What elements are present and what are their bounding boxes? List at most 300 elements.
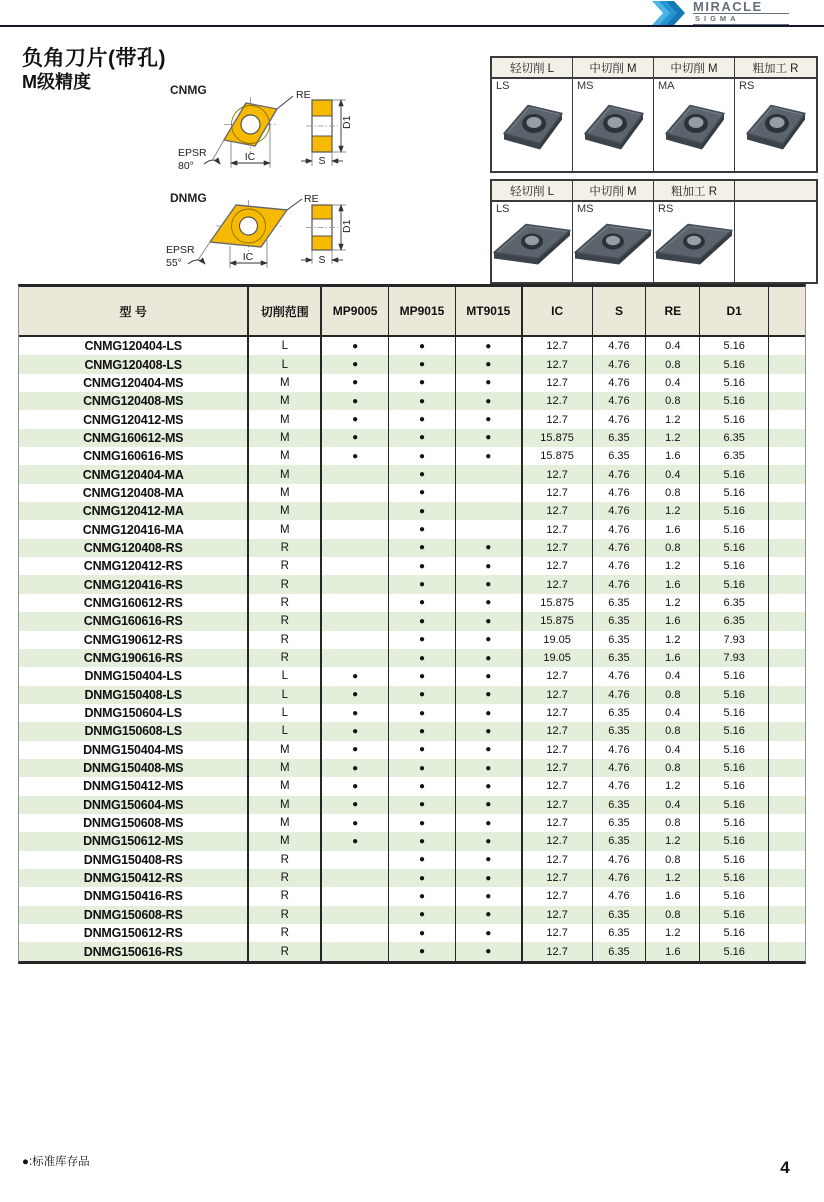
d1-value-cell: 6.35: [700, 612, 769, 630]
grade-cell: [492, 181, 573, 282]
ic-value-cell: 12.7: [523, 814, 593, 832]
stock-dot-MP9005: [322, 465, 389, 483]
dnmg-insert-photo-icon: [490, 215, 574, 271]
d1-value-cell: 5.16: [700, 906, 769, 924]
insert-photo: [490, 215, 574, 276]
model-cell: CNMG120412-RS: [19, 557, 249, 575]
s-value-cell: 6.35: [593, 942, 647, 960]
spacer-cell: [769, 686, 805, 704]
d1-value-cell: 5.16: [700, 796, 769, 814]
stock-dot-MT9015: ●: [456, 594, 523, 612]
stock-dot-MP9015: ●: [389, 887, 456, 905]
grade-grid-row-2: [490, 179, 818, 284]
re-value-cell: 0.4: [646, 465, 700, 483]
ic-value-cell: 12.7: [523, 759, 593, 777]
ic-value-cell: 12.7: [523, 374, 593, 392]
stock-dot-MP9015: ●: [389, 374, 456, 392]
cutting-range-cell: M: [249, 374, 322, 392]
re-value-cell: 1.2: [646, 502, 700, 520]
ic-value-cell: 12.7: [523, 924, 593, 942]
stock-dot-MP9015: ●: [389, 631, 456, 649]
re-value-cell: 0.8: [646, 392, 700, 410]
cutting-range-cell: M: [249, 447, 322, 465]
stock-dot-MT9015: ●: [456, 667, 523, 685]
stock-dot-MP9015: ●: [389, 465, 456, 483]
stock-dot-MT9015: ●: [456, 851, 523, 869]
stock-dot-MP9015: ●: [389, 337, 456, 355]
stock-dot-MP9015: ●: [389, 502, 456, 520]
cutting-range-cell: R: [249, 575, 322, 593]
ic-value-cell: 12.7: [523, 704, 593, 722]
d1-value-cell: 5.16: [700, 741, 769, 759]
d1-value-cell: 5.16: [700, 924, 769, 942]
header-rule: [0, 25, 824, 27]
dnmg-s-label: S: [318, 254, 326, 266]
model-cell: DNMG150412-RS: [19, 869, 249, 887]
re-value-cell: 1.6: [646, 612, 700, 630]
stock-dot-MT9015: [456, 465, 523, 483]
re-value-cell: 1.2: [646, 429, 700, 447]
d1-value-cell: 5.16: [700, 869, 769, 887]
grade-code-label: LS: [496, 80, 510, 92]
insert-spec-table: [18, 284, 806, 964]
grade-cell: [573, 58, 654, 171]
cutting-range-cell: R: [249, 851, 322, 869]
ic-value-cell: 12.7: [523, 851, 593, 869]
spacer-cell: [769, 410, 805, 428]
re-value-cell: 0.4: [646, 741, 700, 759]
cnmg-ic-label: IC: [244, 151, 256, 163]
ic-value-cell: 12.7: [523, 502, 593, 520]
ic-value-cell: 12.7: [523, 869, 593, 887]
column-header-RE: RE: [646, 287, 700, 335]
stock-dot-MT9015: ●: [456, 832, 523, 850]
model-cell: DNMG150412-MS: [19, 777, 249, 795]
cutting-range-cell: M: [249, 502, 322, 520]
cutting-range-cell: M: [249, 410, 322, 428]
stock-dot-MT9015: [456, 484, 523, 502]
cutting-range-cell: L: [249, 667, 322, 685]
grade-photo-cell: [492, 79, 572, 171]
stock-dot-MP9015: ●: [389, 777, 456, 795]
stock-dot-MT9015: ●: [456, 814, 523, 832]
cutting-range-cell: R: [249, 557, 322, 575]
ic-value-cell: 12.7: [523, 484, 593, 502]
table-row: [19, 704, 805, 722]
model-cell: DNMG150604-MS: [19, 796, 249, 814]
grade-usage-header: 粗加工 R: [735, 58, 816, 79]
cutting-range-cell: R: [249, 594, 322, 612]
stock-dot-MP9005: [322, 484, 389, 502]
stock-dot-MP9015: ●: [389, 832, 456, 850]
model-cell: CNMG160616-RS: [19, 612, 249, 630]
re-value-cell: 0.8: [646, 906, 700, 924]
spacer-cell: [769, 575, 805, 593]
page-title: 负角刀片(带孔): [22, 47, 166, 70]
stock-dot-MP9015: ●: [389, 924, 456, 942]
ic-value-cell: 12.7: [523, 832, 593, 850]
ic-value-cell: 12.7: [523, 465, 593, 483]
stock-dot-MP9015: ●: [389, 851, 456, 869]
s-value-cell: 6.35: [593, 924, 647, 942]
re-value-cell: 0.4: [646, 796, 700, 814]
grade-cell: [654, 58, 735, 171]
table-row: [19, 575, 805, 593]
spacer-cell: [769, 704, 805, 722]
cutting-range-cell: L: [249, 686, 322, 704]
logo-text-sigma: SIGMA: [693, 14, 789, 25]
re-value-cell: 1.6: [646, 942, 700, 960]
stock-dot-MP9005: [322, 942, 389, 960]
table-row: [19, 484, 805, 502]
dnmg-label: DNMG: [170, 191, 207, 205]
spacer-cell: [769, 465, 805, 483]
d1-value-cell: 5.16: [700, 539, 769, 557]
cutting-range-cell: R: [249, 869, 322, 887]
grade-photo-cell: [573, 202, 653, 282]
model-cell: DNMG150408-LS: [19, 686, 249, 704]
model-cell: CNMG120416-MA: [19, 520, 249, 538]
dnmg-d1-label: D1: [341, 219, 353, 233]
stock-dot-MP9005: ●: [322, 667, 389, 685]
d1-value-cell: 5.16: [700, 502, 769, 520]
stock-dot-MT9015: ●: [456, 649, 523, 667]
spacer-cell: [769, 520, 805, 538]
d1-value-cell: 5.16: [700, 667, 769, 685]
table-row: [19, 612, 805, 630]
grade-usage-header: 轻切削 L: [492, 181, 572, 202]
re-value-cell: 0.4: [646, 337, 700, 355]
insert-photo: [571, 215, 655, 276]
re-value-cell: 1.6: [646, 575, 700, 593]
ic-value-cell: 12.7: [523, 557, 593, 575]
stock-dot-MT9015: [456, 520, 523, 538]
d1-value-cell: 7.93: [700, 649, 769, 667]
stock-dot-MP9015: ●: [389, 429, 456, 447]
insert-table-header-row: [19, 287, 805, 337]
page-subtitle: M级精度: [22, 72, 91, 92]
model-cell: DNMG150416-RS: [19, 887, 249, 905]
spacer-cell: [769, 594, 805, 612]
s-value-cell: 6.35: [593, 814, 647, 832]
ic-value-cell: 12.7: [523, 796, 593, 814]
grade-photo-cell: [654, 79, 734, 171]
spacer-cell: [769, 539, 805, 557]
re-value-cell: 0.8: [646, 851, 700, 869]
stock-dot-MT9015: ●: [456, 392, 523, 410]
dnmg-epsr-label: EPSR: [166, 244, 195, 256]
s-value-cell: 4.76: [593, 777, 647, 795]
ic-value-cell: 15.875: [523, 594, 593, 612]
stock-dot-MP9005: ●: [322, 722, 389, 740]
stock-dot-MP9015: ●: [389, 392, 456, 410]
grade-code-label: RS: [739, 80, 755, 92]
stock-dot-MP9015: ●: [389, 575, 456, 593]
stock-dot-MT9015: ●: [456, 575, 523, 593]
cutting-range-cell: R: [249, 631, 322, 649]
model-cell: CNMG120416-RS: [19, 575, 249, 593]
cutting-range-cell: M: [249, 465, 322, 483]
grade-code-label: LS: [496, 203, 510, 215]
re-value-cell: 1.6: [646, 649, 700, 667]
s-value-cell: 6.35: [593, 704, 647, 722]
spacer-cell: [769, 667, 805, 685]
ic-value-cell: 12.7: [523, 741, 593, 759]
table-row: [19, 796, 805, 814]
s-value-cell: 6.35: [593, 722, 647, 740]
stock-dot-MT9015: ●: [456, 906, 523, 924]
s-value-cell: 6.35: [593, 906, 647, 924]
dnmg-angle-label: 55°: [166, 257, 182, 269]
cnmg-technical-drawing: [136, 84, 381, 196]
s-value-cell: 4.76: [593, 851, 647, 869]
spacer-cell: [769, 814, 805, 832]
stock-dot-MP9005: [322, 539, 389, 557]
stock-dot-MP9015: ●: [389, 649, 456, 667]
stock-dot-MT9015: ●: [456, 796, 523, 814]
d1-value-cell: 6.35: [700, 429, 769, 447]
s-value-cell: 6.35: [593, 429, 647, 447]
spacer-cell: [769, 557, 805, 575]
cnmg-epsr-label: EPSR: [178, 147, 207, 159]
stock-dot-MP9005: [322, 557, 389, 575]
stock-dot-MT9015: ●: [456, 942, 523, 960]
stock-dot-MP9015: ●: [389, 612, 456, 630]
stock-dot-MT9015: ●: [456, 429, 523, 447]
ic-value-cell: 19.05: [523, 649, 593, 667]
stock-dot-MT9015: ●: [456, 337, 523, 355]
stock-dot-MT9015: ●: [456, 686, 523, 704]
d1-value-cell: 5.16: [700, 374, 769, 392]
column-header-MP9005: MP9005: [322, 287, 389, 335]
table-row: [19, 924, 805, 942]
re-value-cell: 1.2: [646, 631, 700, 649]
cnmg-insert-photo-icon: [658, 93, 730, 159]
s-value-cell: 4.76: [593, 575, 647, 593]
d1-value-cell: 5.16: [700, 410, 769, 428]
ic-value-cell: 12.7: [523, 410, 593, 428]
spacer-cell: [769, 484, 805, 502]
spacer-cell: [769, 429, 805, 447]
s-value-cell: 6.35: [593, 649, 647, 667]
stock-dot-MP9005: ●: [322, 374, 389, 392]
model-cell: DNMG150408-MS: [19, 759, 249, 777]
d1-value-cell: 5.16: [700, 887, 769, 905]
stock-dot-MP9005: [322, 575, 389, 593]
model-cell: CNMG120408-RS: [19, 539, 249, 557]
stock-dot-MP9015: ●: [389, 741, 456, 759]
table-row: [19, 832, 805, 850]
grade-cell: [735, 58, 816, 171]
s-value-cell: 4.76: [593, 539, 647, 557]
model-cell: CNMG160612-MS: [19, 429, 249, 447]
spacer-cell: [769, 355, 805, 373]
stock-dot-MT9015: ●: [456, 355, 523, 373]
cnmg-re-label: RE: [296, 89, 311, 101]
grade-code-label: MS: [577, 80, 594, 92]
stock-dot-MP9015: ●: [389, 686, 456, 704]
re-value-cell: 0.4: [646, 704, 700, 722]
spacer-cell: [769, 722, 805, 740]
stock-dot-MP9005: ●: [322, 429, 389, 447]
column-header-切削范围: 切削范围: [249, 287, 322, 335]
ic-value-cell: 12.7: [523, 942, 593, 960]
cutting-range-cell: R: [249, 942, 322, 960]
stock-dot-MP9015: ●: [389, 520, 456, 538]
stock-dot-MT9015: ●: [456, 447, 523, 465]
table-row: [19, 557, 805, 575]
table-row: [19, 814, 805, 832]
spacer-cell: [769, 337, 805, 355]
d1-value-cell: 5.16: [700, 832, 769, 850]
ic-value-cell: 19.05: [523, 631, 593, 649]
d1-value-cell: 5.16: [700, 355, 769, 373]
stock-dot-MP9005: ●: [322, 447, 389, 465]
spacer-cell: [769, 741, 805, 759]
model-cell: DNMG150608-LS: [19, 722, 249, 740]
table-row: [19, 887, 805, 905]
model-cell: CNMG120412-MA: [19, 502, 249, 520]
table-row: [19, 777, 805, 795]
re-value-cell: 0.8: [646, 722, 700, 740]
stock-dot-MP9015: ●: [389, 906, 456, 924]
s-value-cell: 6.35: [593, 447, 647, 465]
insert-photo: [652, 215, 736, 276]
s-value-cell: 6.35: [593, 796, 647, 814]
stock-dot-MP9015: ●: [389, 484, 456, 502]
model-cell: CNMG120408-LS: [19, 355, 249, 373]
cutting-range-cell: R: [249, 539, 322, 557]
cutting-range-cell: M: [249, 429, 322, 447]
re-value-cell: 1.6: [646, 520, 700, 538]
ic-value-cell: 12.7: [523, 667, 593, 685]
spacer-cell: [769, 887, 805, 905]
d1-value-cell: 5.16: [700, 686, 769, 704]
d1-value-cell: 5.16: [700, 704, 769, 722]
column-header-型 号: 型 号: [19, 287, 249, 335]
stock-dot-MP9005: [322, 594, 389, 612]
ic-value-cell: 15.875: [523, 429, 593, 447]
spacer-cell: [769, 906, 805, 924]
table-row: [19, 355, 805, 373]
stock-dot-MT9015: ●: [456, 557, 523, 575]
cutting-range-cell: L: [249, 722, 322, 740]
stock-dot-MP9005: [322, 924, 389, 942]
stock-dot-MP9015: ●: [389, 722, 456, 740]
grade-usage-header: 中切削 M: [654, 58, 734, 79]
grade-usage-header: 粗加工 R: [654, 181, 734, 202]
s-value-cell: 4.76: [593, 759, 647, 777]
table-row: [19, 539, 805, 557]
s-value-cell: 6.35: [593, 594, 647, 612]
model-cell: CNMG190616-RS: [19, 649, 249, 667]
grade-cell: [654, 181, 735, 282]
stock-dot-MP9005: ●: [322, 741, 389, 759]
cutting-range-cell: M: [249, 741, 322, 759]
table-row: [19, 906, 805, 924]
model-cell: CNMG120404-MA: [19, 465, 249, 483]
cutting-range-cell: M: [249, 392, 322, 410]
model-cell: DNMG150408-RS: [19, 851, 249, 869]
s-value-cell: 6.35: [593, 631, 647, 649]
re-value-cell: 0.8: [646, 759, 700, 777]
stock-dot-MT9015: ●: [456, 759, 523, 777]
d1-value-cell: 6.35: [700, 447, 769, 465]
re-value-cell: 0.8: [646, 355, 700, 373]
insert-photo: [577, 93, 649, 164]
cutting-range-cell: R: [249, 924, 322, 942]
re-value-cell: 1.6: [646, 887, 700, 905]
stock-dot-MT9015: ●: [456, 869, 523, 887]
grade-code-label: MS: [577, 203, 594, 215]
spacer-cell: [769, 942, 805, 960]
grade-usage-header: 中切削 M: [573, 58, 653, 79]
d1-value-cell: 5.16: [700, 722, 769, 740]
model-cell: CNMG120412-MS: [19, 410, 249, 428]
grade-usage-header: 中切削 M: [573, 181, 653, 202]
re-value-cell: 1.2: [646, 869, 700, 887]
stock-dot-MP9005: ●: [322, 796, 389, 814]
stock-dot-MP9015: ●: [389, 594, 456, 612]
model-cell: DNMG150612-MS: [19, 832, 249, 850]
s-value-cell: 4.76: [593, 557, 647, 575]
s-value-cell: 4.76: [593, 502, 647, 520]
column-header-IC: IC: [523, 287, 593, 335]
grade-usage-header: 轻切削 L: [492, 58, 572, 79]
re-value-cell: 1.2: [646, 410, 700, 428]
column-header-D1: D1: [700, 287, 769, 335]
spacer-cell: [769, 374, 805, 392]
stock-dot-MT9015: ●: [456, 722, 523, 740]
s-value-cell: 4.76: [593, 869, 647, 887]
model-cell: CNMG120408-MA: [19, 484, 249, 502]
model-cell: CNMG120404-MS: [19, 374, 249, 392]
d1-value-cell: 5.16: [700, 777, 769, 795]
stock-dot-MT9015: ●: [456, 539, 523, 557]
s-value-cell: 6.35: [593, 832, 647, 850]
table-row: [19, 667, 805, 685]
table-row: [19, 631, 805, 649]
s-value-cell: 4.76: [593, 337, 647, 355]
ic-value-cell: 12.7: [523, 575, 593, 593]
model-cell: DNMG150616-RS: [19, 942, 249, 960]
table-row: [19, 374, 805, 392]
ic-value-cell: 12.7: [523, 686, 593, 704]
d1-value-cell: 5.16: [700, 759, 769, 777]
stock-dot-MP9005: ●: [322, 759, 389, 777]
insert-photo: [658, 93, 730, 164]
table-row: [19, 649, 805, 667]
stock-dot-MP9015: ●: [389, 355, 456, 373]
table-row: [19, 722, 805, 740]
stock-dot-MT9015: ●: [456, 631, 523, 649]
table-row: [19, 851, 805, 869]
ic-value-cell: 15.875: [523, 612, 593, 630]
grade-grid-row-1: [490, 56, 818, 173]
cutting-range-cell: L: [249, 355, 322, 373]
d1-value-cell: 6.35: [700, 594, 769, 612]
s-value-cell: 4.76: [593, 520, 647, 538]
stock-dot-MT9015: ●: [456, 741, 523, 759]
insert-table-body: [19, 337, 805, 961]
spacer-cell: [769, 832, 805, 850]
stock-dot-MP9005: ●: [322, 337, 389, 355]
dnmg-insert-photo-icon: [571, 215, 655, 271]
table-row: [19, 465, 805, 483]
d1-value-cell: 5.16: [700, 851, 769, 869]
cnmg-d1-label: D1: [341, 115, 353, 129]
grade-photo-cell: [654, 202, 734, 282]
